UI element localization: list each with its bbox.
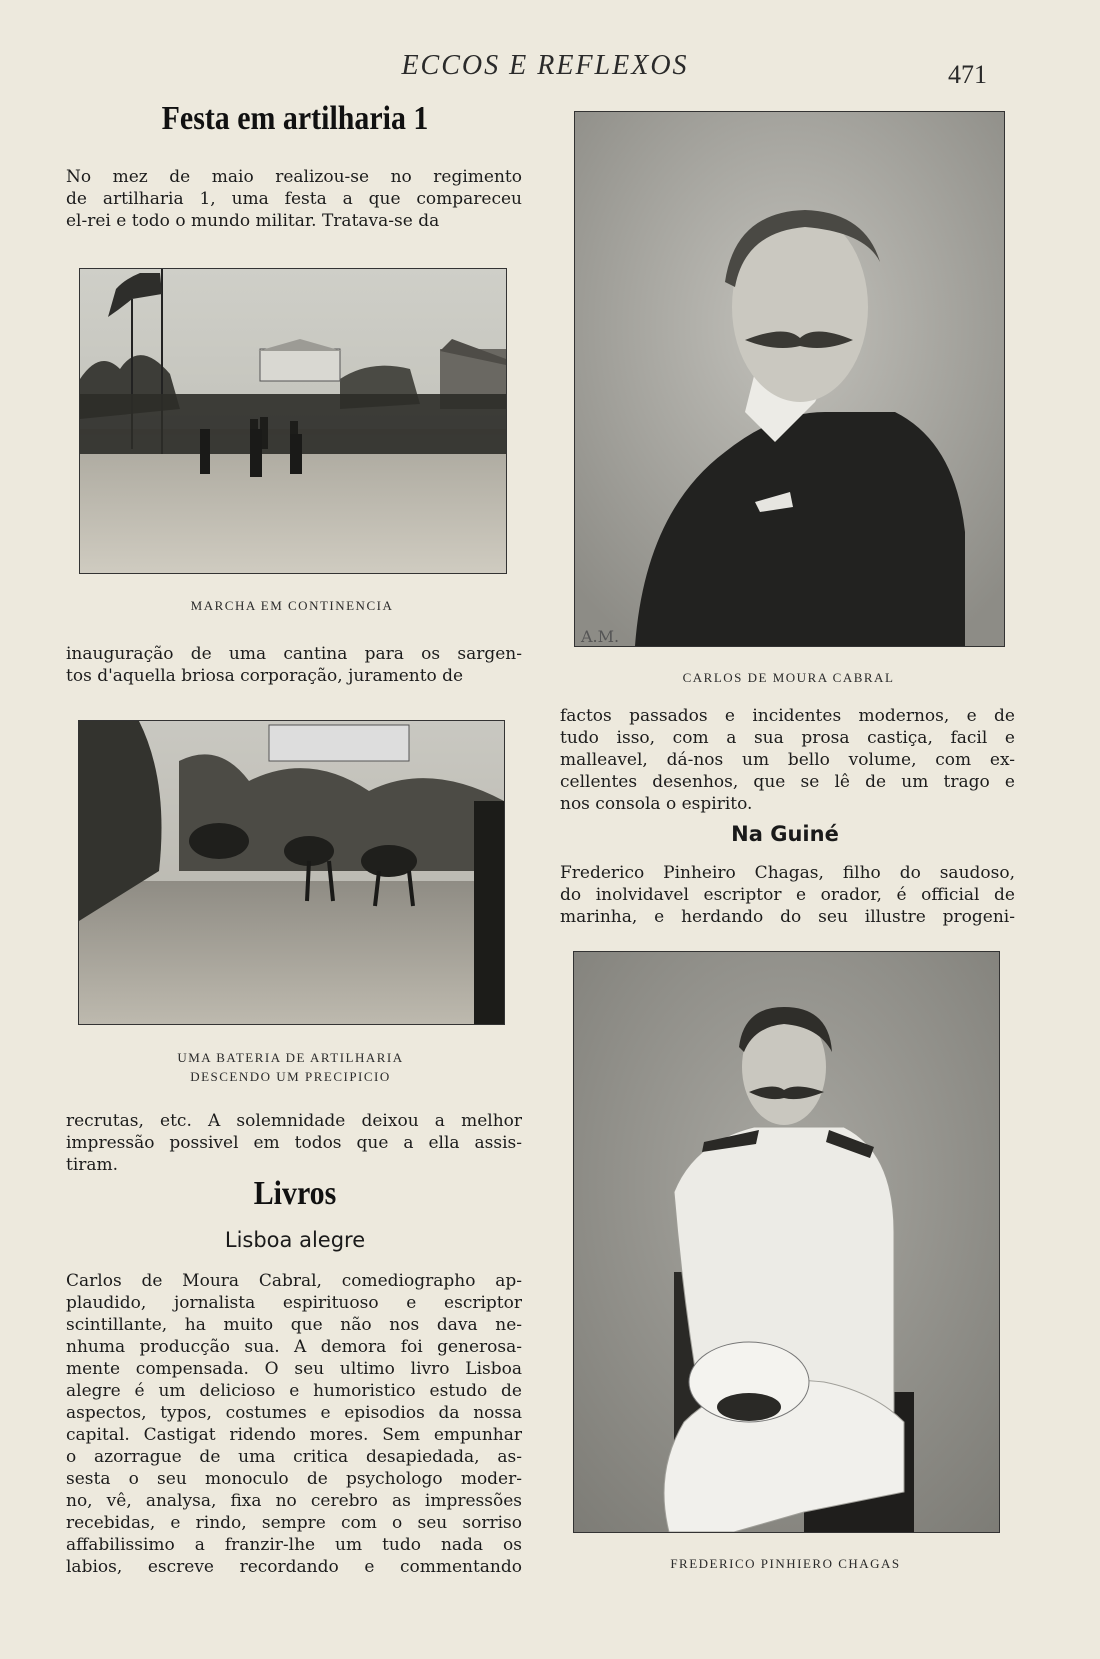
text-line: scintillante, ha muito que não nos dava ne- [66, 1315, 522, 1335]
text-line: marinha, e herdando do seu illustre progeni- [560, 907, 1015, 927]
text-line: nos consola o espirito. [560, 794, 753, 814]
guine-paragraph [560, 862, 1015, 928]
text-line: nhuma producção sua. A demora foi generosa- [66, 1337, 522, 1357]
text-line: do inolvidavel escriptor e orador, é official de [560, 885, 1015, 905]
section-title-livros: Livros [253, 1175, 337, 1212]
caption-line: DESCENDO UM PRECIPICIO [190, 1069, 391, 1084]
photo-march-caption: MARCHA EM CONTINENCIA [190, 598, 394, 613]
text-line: recebidas, e rindo, sempre com o seu sorriso [66, 1513, 522, 1533]
page-number: 471 [948, 60, 987, 89]
text-line: sesta o seu monoculo de psychologo moder- [66, 1469, 522, 1489]
festa-intro-paragraph [66, 166, 522, 232]
portrait-carlos-caption: CARLOS DE MOURA CABRAL [682, 670, 895, 685]
text-line: cellentes desenhos, que se lê de um trago e [560, 772, 1015, 792]
livros-continuation-paragraph [560, 705, 1015, 815]
text-line: aspectos, typos, costumes e episodios da nossa [66, 1403, 522, 1423]
text-line: tudo isso, com a sua prosa castiça, facil e [560, 728, 1015, 748]
text-line: malleavel, dá-nos um bello volume, com ex- [560, 750, 1015, 770]
portrait-carlos-de-moura-cabral [574, 111, 1005, 647]
text-line: factos passados e incidentes modernos, e de [560, 706, 1015, 726]
text-line: alegre é um delicioso e humoristico estudo de [66, 1381, 522, 1401]
portrait-signature: A.M. [581, 627, 620, 646]
photo-march [79, 268, 507, 574]
text-line: mente compensada. O seu ultimo livro Lisboa [66, 1359, 522, 1379]
photo-battery [78, 720, 505, 1025]
subsection-title-lisboa-alegre: Lisboa alegre [224, 1228, 366, 1252]
article-title-festa: Festa em artilharia 1 [161, 100, 429, 137]
text-line: o azorrague de uma critica desapiedada, as- [66, 1447, 522, 1467]
text-line: Frederico Pinheiro Chagas, filho do saudoso, [560, 863, 1015, 883]
text-line: affabilissimo a franzir-lhe um tudo nada os [66, 1535, 522, 1555]
portrait-frederico-caption: FREDERICO PINHIERO CHAGAS [670, 1556, 901, 1571]
text-line: no, vê, analysa, fixa no cerebro as impressões [66, 1491, 522, 1511]
text-line: labios, escreve recordando e commentando [66, 1557, 522, 1577]
text-line: el-rei e todo o mundo militar. Tratava-se da [66, 211, 440, 231]
text-line: inauguração de uma cantina para os sargen- [66, 644, 522, 664]
text-line: capital. Castigat ridendo mores. Sem empunhar [66, 1425, 522, 1445]
festa-end-paragraph [66, 1110, 522, 1176]
text-line: No mez de maio realizou-se no regimento [66, 167, 522, 187]
text-line: plaudido, jornalista espirituoso e escriptor [66, 1293, 522, 1313]
text-line: tiram. [66, 1155, 119, 1175]
festa-middle-paragraph [66, 643, 522, 687]
text-line: tos d'aquella briosa corporação, juramento de [66, 666, 464, 686]
section-title-na-guine: Na Guiné [731, 822, 839, 846]
text-line: recrutas, etc. A solemnidade deixou a melhor [66, 1111, 522, 1131]
photo-battery-caption [78, 1048, 503, 1086]
caption-line: UMA BATERIA DE ARTILHARIA [177, 1050, 404, 1065]
text-line: Carlos de Moura Cabral, comediographo ap- [66, 1271, 522, 1291]
portrait-frederico-pinheiro-chagas [573, 951, 1000, 1533]
text-line: impressão possivel em todos que a ella assis- [66, 1133, 522, 1153]
text-line: de artilharia 1, uma festa a que compareceu [66, 189, 522, 209]
livros-paragraph [66, 1270, 522, 1578]
running-header-title: ECCOS E REFLEXOS [401, 50, 689, 81]
